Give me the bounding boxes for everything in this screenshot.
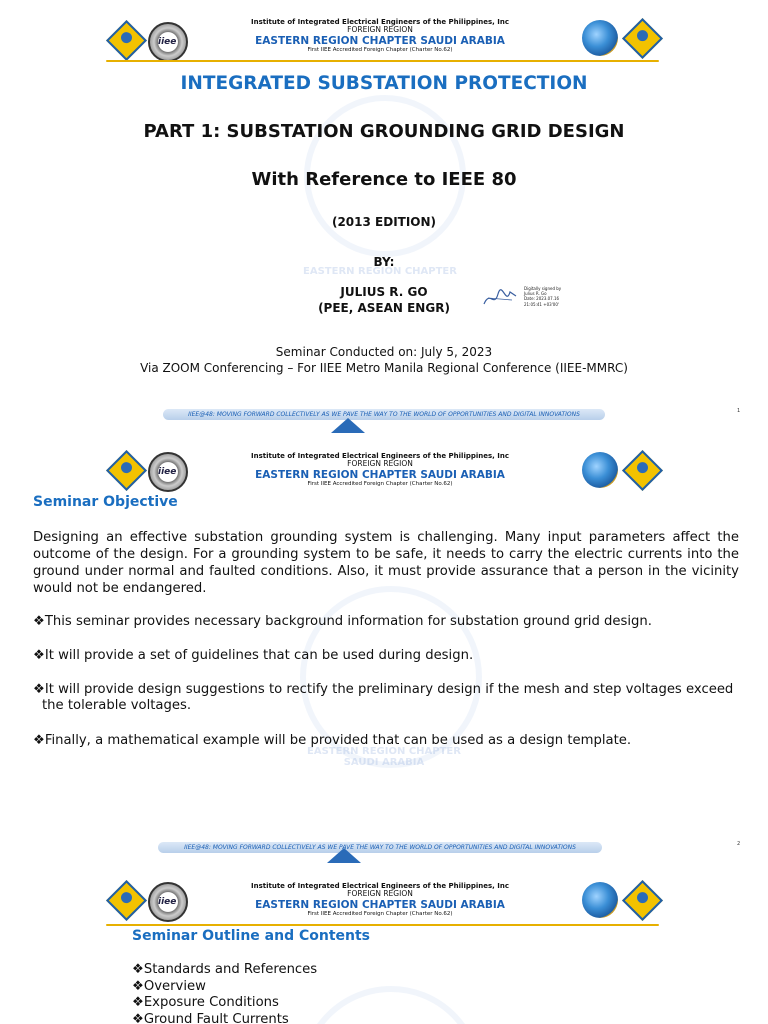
- list-item: ❖Ground Fault Currents: [132, 1011, 289, 1024]
- part-title: PART 1: SUBSTATION GROUNDING GRID DESIGN: [143, 121, 625, 142]
- iiee-logo-right: [624, 882, 660, 918]
- slide-3: [0, 866, 768, 1024]
- header-text: [200, 882, 560, 917]
- objective-paragraph: Designing an effective substation grounding system is challenging. Many input parameters affect the outcome of the design. For a grounding system to be safe, it needs to carry the electric currents into the ground under normal and faulted conditions. Also, it must provide assurance that a person in the vicinity would not be endangered.: [33, 530, 739, 596]
- main-title: INTEGRATED SUBSTATION PROTECTION: [180, 73, 588, 94]
- footer-slogan: IIEE@48: MOVING FORWARD COLLECTIVELY AS WE PAVE THE WAY TO THE WORLD OF OPPORTUNITIES AND DIGITAL INNOVATIONS: [163, 409, 605, 420]
- iiee-logo-left: [108, 882, 144, 918]
- header-text: [200, 18, 560, 53]
- edition-label: (2013 EDITION): [331, 215, 437, 229]
- outline-list: [132, 962, 317, 1024]
- objective-bullet-4: ❖Finally, a mathematical example will be provided that can be used as a design template.: [33, 733, 632, 748]
- institute-name: Institute of Integrated Electrical Engineers of the Philippines, Inc: [250, 18, 510, 26]
- chapter-name: EASTERN REGION CHAPTER SAUDI ARABIA: [255, 34, 505, 47]
- chapter-seal-logo: iiee: [148, 882, 188, 922]
- iiee-logo-left: [108, 22, 144, 58]
- slide-2: [0, 436, 768, 866]
- chapter-name: EASTERN REGION CHAPTER SAUDI ARABIA: [255, 898, 505, 911]
- reference-title: With Reference to IEEE 80: [251, 169, 517, 190]
- region-label: FOREIGN REGION: [347, 25, 413, 35]
- objective-bullet-1: ❖This seminar provides necessary background information for substation ground grid design.: [33, 614, 652, 629]
- seminar-info: [0, 345, 768, 376]
- institute-name: Institute of Integrated Electrical Engineers of the Philippines, Inc: [250, 452, 510, 460]
- chapter-seal-logo: iiee: [148, 452, 188, 492]
- chapter-name: EASTERN REGION CHAPTER SAUDI ARABIA: [255, 468, 505, 481]
- section-title: Seminar Outline and Contents: [132, 928, 370, 944]
- list-item: ❖Exposure Conditions: [132, 995, 279, 1010]
- institute-name: Institute of Integrated Electrical Engineers of the Philippines, Inc: [250, 882, 510, 890]
- iiee-logo-right: [624, 452, 660, 488]
- page-number: 2: [737, 841, 741, 847]
- list-item: ❖Standards and References: [132, 962, 318, 977]
- accreditation-note: First IIEE Accredited Foreign Chapter (Charter No.62): [307, 910, 453, 917]
- region-label: FOREIGN REGION: [347, 459, 413, 469]
- list-item: ❖Overview: [132, 978, 206, 994]
- objective-bullet-2: ❖It will provide a set of guidelines that can be used during design.: [33, 648, 474, 663]
- author-name: JULIUS R. GO: [340, 285, 428, 299]
- header-rule: [106, 60, 659, 62]
- iiee-logo-left: [108, 452, 144, 488]
- accreditation-note: First IIEE Accredited Foreign Chapter (Charter No.62): [307, 46, 453, 53]
- watermark-text: EASTERN REGION CHAPTER SAUDI ARABIA: [307, 746, 461, 768]
- signature-icon: [482, 286, 518, 310]
- objective-bullet-3: ❖It will provide design suggestions to rectify the preliminary design if the mesh and step voltages exceed the tolerable voltages.: [33, 682, 734, 713]
- accreditation-note: First IIEE Accredited Foreign Chapter (Charter No.62): [307, 480, 453, 487]
- header-text: [200, 452, 560, 487]
- chapter-seal-logo: iiee: [148, 22, 188, 62]
- slide-1: [0, 0, 768, 436]
- watermark-text: EASTERN REGION CHAPTER: [303, 266, 457, 277]
- globe-logo: [582, 20, 618, 56]
- page-number: 1: [737, 408, 741, 414]
- globe-logo: [582, 882, 618, 918]
- author-credentials: (PEE, ASEAN ENGR): [318, 300, 450, 315]
- seminar-date: Seminar Conducted on: July 5, 2023: [275, 345, 493, 359]
- slide-header: [0, 0, 768, 70]
- seminar-venue: Via ZOOM Conferencing – For IIEE Metro Manila Regional Conference (IIEE-MMRC): [140, 360, 628, 375]
- header-rule: [106, 924, 659, 926]
- footer-slogan: IIEE@48: MOVING FORWARD COLLECTIVELY AS WE PAVE THE WAY TO THE WORLD OF OPPORTUNITIES AND DIGITAL INNOVATIONS: [158, 842, 602, 853]
- footer-triangle-icon: [327, 848, 361, 863]
- footer-triangle-icon: [331, 418, 365, 433]
- section-title: Seminar Objective: [33, 494, 178, 510]
- by-label: BY:: [373, 255, 395, 269]
- digital-signature-text: Digitally signed by Julius R. Go Date: 2023.07.16 21:05:41 +03'00': [524, 286, 562, 307]
- iiee-logo-right: [624, 20, 660, 56]
- author-block: [0, 285, 768, 316]
- globe-logo: [582, 452, 618, 488]
- region-label: FOREIGN REGION: [347, 889, 413, 899]
- slide-header: [0, 866, 768, 936]
- watermark-seal: [300, 986, 482, 1024]
